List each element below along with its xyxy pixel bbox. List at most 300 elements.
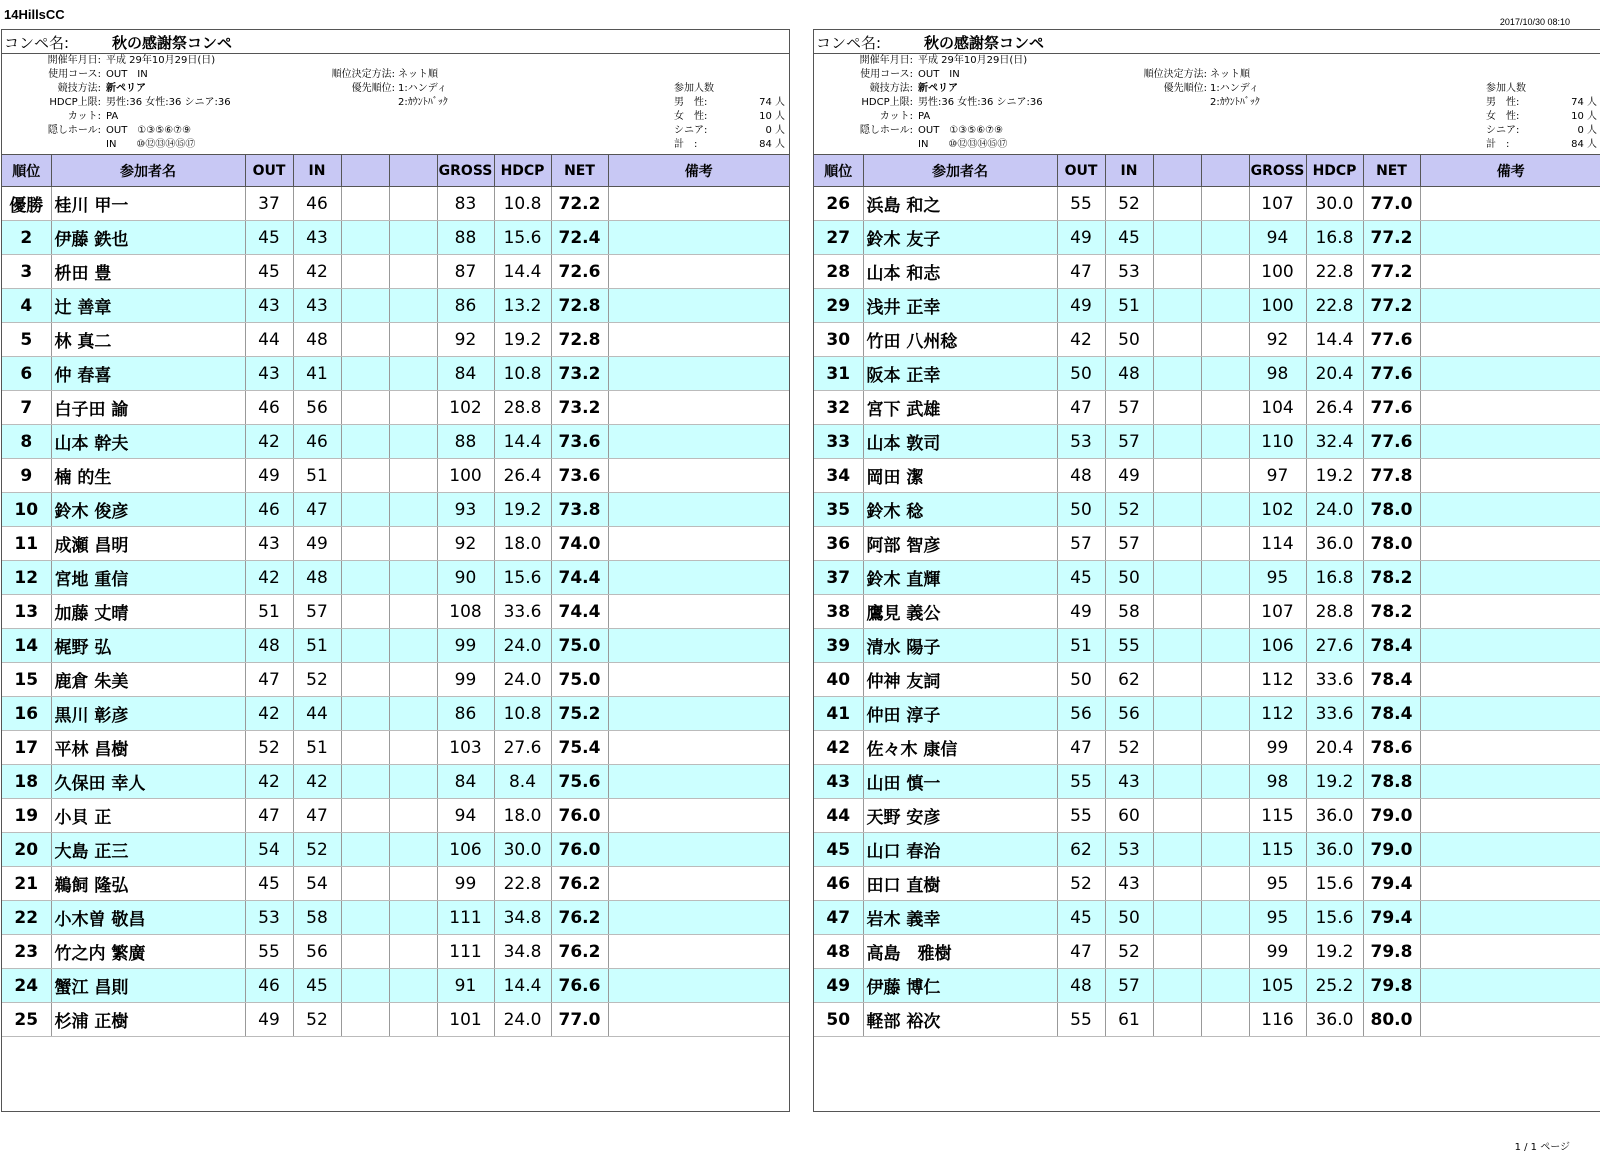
rank-cell: 17: [2, 731, 51, 765]
table-row: [814, 323, 1600, 357]
blank-cell: [1153, 969, 1201, 1003]
table-row: [814, 1003, 1600, 1037]
blank-cell: [1201, 459, 1249, 493]
course-value: OUT IN: [918, 69, 960, 80]
date-value: 平成 29年10月29日(日): [918, 55, 1028, 66]
rank-cell: 8: [2, 425, 51, 459]
blank-cell: [1153, 391, 1201, 425]
player-name-cell: 辻 善章: [51, 289, 245, 323]
in-score-cell: 53: [1105, 255, 1153, 289]
blank-cell: [1201, 221, 1249, 255]
in-score-cell: 48: [1105, 357, 1153, 391]
hidden-holes-out: OUT ①③⑤⑥⑦⑨: [106, 125, 192, 136]
gross-score-cell: 104: [1249, 391, 1306, 425]
hdcp-limit-value: 男性:36 女性:36 シニア:36: [106, 97, 231, 108]
table-row: [814, 799, 1600, 833]
out-score-cell: 57: [1057, 527, 1105, 561]
gross-score-cell: 116: [1249, 1003, 1306, 1037]
gross-score-cell: 108: [437, 595, 494, 629]
blank-cell: [1201, 493, 1249, 527]
blank-cell: [389, 731, 437, 765]
col-in: IN: [1105, 155, 1153, 187]
player-name-cell: 白子田 諭: [51, 391, 245, 425]
blank-cell: [1153, 697, 1201, 731]
remarks-cell: [1420, 561, 1600, 595]
table-row: [2, 357, 789, 391]
hdcp-cell: 36.0: [1306, 527, 1363, 561]
net-score-cell: 77.0: [551, 1003, 608, 1037]
rank-cell: 32: [814, 391, 863, 425]
gross-score-cell: 93: [437, 493, 494, 527]
net-score-cell: 76.0: [551, 799, 608, 833]
blank-cell: [1153, 833, 1201, 867]
remarks-cell: [1420, 697, 1600, 731]
competition-method-label: 競技方法:: [57, 83, 101, 94]
out-score-cell: 55: [1057, 187, 1105, 221]
remarks-cell: [1420, 289, 1600, 323]
date-label: 開催年月日:: [859, 55, 913, 66]
net-score-cell: 75.6: [551, 765, 608, 799]
table-row: [814, 595, 1600, 629]
net-score-cell: 79.4: [1363, 901, 1420, 935]
remarks-cell: [608, 969, 789, 1003]
blank-cell: [341, 527, 389, 561]
net-score-cell: 74.4: [551, 595, 608, 629]
out-score-cell: 42: [1057, 323, 1105, 357]
blank-cell: [341, 833, 389, 867]
remarks-cell: [608, 357, 789, 391]
remarks-cell: [1420, 833, 1600, 867]
female-count-value: 10 人: [759, 111, 785, 122]
blank-cell: [389, 357, 437, 391]
table-row: [814, 697, 1600, 731]
hdcp-cell: 15.6: [494, 221, 551, 255]
out-score-cell: 49: [245, 459, 293, 493]
hdcp-cell: 19.2: [1306, 765, 1363, 799]
blank-cell: [341, 391, 389, 425]
player-name-cell: 山本 幹夫: [51, 425, 245, 459]
rank-method-value: ネット順: [1210, 69, 1250, 80]
rank-method-label: 順位決定方法:: [331, 69, 395, 80]
blank-cell: [389, 187, 437, 221]
remarks-cell: [1420, 629, 1600, 663]
hdcp-cell: 10.8: [494, 357, 551, 391]
net-score-cell: 77.2: [1363, 221, 1420, 255]
rank-cell: 26: [814, 187, 863, 221]
blank-cell: [1201, 527, 1249, 561]
table-row: [814, 187, 1600, 221]
results-table: [2, 155, 789, 1037]
hdcp-cell: 20.4: [1306, 357, 1363, 391]
remarks-cell: [1420, 425, 1600, 459]
in-score-cell: 57: [1105, 969, 1153, 1003]
rank-cell: 5: [2, 323, 51, 357]
rank-cell: 18: [2, 765, 51, 799]
hdcp-cell: 14.4: [494, 255, 551, 289]
net-score-cell: 78.2: [1363, 561, 1420, 595]
blank-cell: [341, 289, 389, 323]
col-hdcp: HDCP: [494, 155, 551, 187]
competition-method-label: 競技方法:: [869, 83, 913, 94]
net-score-cell: 73.2: [551, 357, 608, 391]
senior-count-value: 0 人: [765, 125, 785, 136]
in-score-cell: 50: [1105, 901, 1153, 935]
remarks-cell: [1420, 357, 1600, 391]
table-row: [2, 969, 789, 1003]
cut-label: カット:: [879, 111, 913, 122]
gross-score-cell: 99: [1249, 731, 1306, 765]
blank-cell: [1153, 1003, 1201, 1037]
player-name-cell: 軽部 裕次: [863, 1003, 1057, 1037]
remarks-cell: [1420, 493, 1600, 527]
player-name-cell: 佐々木 康信: [863, 731, 1057, 765]
rank-cell: 47: [814, 901, 863, 935]
in-score-cell: 42: [293, 765, 341, 799]
in-score-cell: 43: [293, 221, 341, 255]
gross-score-cell: 103: [437, 731, 494, 765]
gross-score-cell: 92: [437, 527, 494, 561]
blank-cell: [1153, 765, 1201, 799]
blank-cell: [1201, 663, 1249, 697]
date-label: 開催年月日:: [47, 55, 101, 66]
hdcp-cell: 14.4: [1306, 323, 1363, 357]
player-name-cell: 浅井 正幸: [863, 289, 1057, 323]
blank-cell: [389, 765, 437, 799]
blank-cell: [1201, 731, 1249, 765]
male-count-label: 男 性:: [674, 97, 708, 108]
gross-score-cell: 110: [1249, 425, 1306, 459]
col-gross: GROSS: [437, 155, 494, 187]
blank-cell: [1153, 289, 1201, 323]
male-count-value: 74 人: [1571, 97, 1597, 108]
blank-cell: [341, 493, 389, 527]
competition-name-label: コンペ名:: [4, 34, 70, 52]
in-score-cell: 52: [1105, 187, 1153, 221]
remarks-cell: [1420, 663, 1600, 697]
gross-score-cell: 106: [1249, 629, 1306, 663]
out-score-cell: 47: [245, 663, 293, 697]
player-name-cell: 小木曽 敬昌: [51, 901, 245, 935]
out-score-cell: 45: [245, 867, 293, 901]
col-rank: 順位: [2, 155, 51, 187]
player-name-cell: 高島 雅樹: [863, 935, 1057, 969]
out-score-cell: 55: [245, 935, 293, 969]
out-score-cell: 48: [1057, 969, 1105, 1003]
rank-cell: 46: [814, 867, 863, 901]
in-score-cell: 53: [1105, 833, 1153, 867]
hidden-holes-out: OUT ①③⑤⑥⑦⑨: [918, 125, 1004, 136]
net-score-cell: 78.6: [1363, 731, 1420, 765]
in-score-cell: 51: [293, 629, 341, 663]
table-row: [2, 833, 789, 867]
hdcp-cell: 19.2: [1306, 459, 1363, 493]
blank-cell: [1153, 595, 1201, 629]
hdcp-cell: 24.0: [494, 629, 551, 663]
net-score-cell: 73.6: [551, 425, 608, 459]
hdcp-cell: 36.0: [1306, 1003, 1363, 1037]
priority-label: 優先順位:: [1163, 83, 1207, 94]
table-row: [814, 425, 1600, 459]
hdcp-cell: 33.6: [1306, 663, 1363, 697]
net-score-cell: 73.2: [551, 391, 608, 425]
gross-score-cell: 87: [437, 255, 494, 289]
blank-cell: [341, 1003, 389, 1037]
col-blank: [1201, 155, 1249, 187]
hdcp-cell: 22.8: [494, 867, 551, 901]
table-row: [814, 459, 1600, 493]
gross-score-cell: 99: [1249, 935, 1306, 969]
rank-cell: 48: [814, 935, 863, 969]
remarks-cell: [608, 765, 789, 799]
remarks-cell: [608, 697, 789, 731]
female-count-label: 女 性:: [1486, 111, 1520, 122]
total-count-value: 84 人: [1571, 139, 1597, 150]
player-name-cell: 杉浦 正樹: [51, 1003, 245, 1037]
player-name-cell: 鈴木 直輝: [863, 561, 1057, 595]
blank-cell: [341, 901, 389, 935]
gross-score-cell: 98: [1249, 765, 1306, 799]
table-row: [814, 527, 1600, 561]
club-name: 14HillsCC: [4, 7, 65, 22]
hdcp-cell: 33.6: [494, 595, 551, 629]
col-out: OUT: [245, 155, 293, 187]
player-name-cell: 岩木 義幸: [863, 901, 1057, 935]
in-score-cell: 52: [293, 1003, 341, 1037]
blank-cell: [1201, 255, 1249, 289]
hidden-holes-label: 隠しホール:: [47, 125, 101, 136]
blank-cell: [389, 867, 437, 901]
hdcp-cell: 14.4: [494, 425, 551, 459]
blank-cell: [1201, 595, 1249, 629]
table-row: [2, 391, 789, 425]
results-panel-left: [1, 29, 790, 1112]
in-score-cell: 43: [1105, 867, 1153, 901]
net-score-cell: 77.6: [1363, 323, 1420, 357]
blank-cell: [389, 289, 437, 323]
blank-cell: [1201, 697, 1249, 731]
net-score-cell: 79.0: [1363, 833, 1420, 867]
blank-cell: [1153, 663, 1201, 697]
out-score-cell: 55: [1057, 765, 1105, 799]
rank-cell: 29: [814, 289, 863, 323]
in-score-cell: 56: [293, 935, 341, 969]
out-score-cell: 54: [245, 833, 293, 867]
remarks-cell: [1420, 187, 1600, 221]
competition-title-bar: [2, 30, 789, 54]
hdcp-limit-value: 男性:36 女性:36 シニア:36: [918, 97, 1043, 108]
blank-cell: [1201, 935, 1249, 969]
table-row: [2, 323, 789, 357]
net-score-cell: 76.6: [551, 969, 608, 1003]
hdcp-cell: 13.2: [494, 289, 551, 323]
player-name-cell: 大島 正三: [51, 833, 245, 867]
table-row: [814, 391, 1600, 425]
player-name-cell: 加藤 丈晴: [51, 595, 245, 629]
player-name-cell: 宮地 重信: [51, 561, 245, 595]
col-player-name: 参加者名: [51, 155, 245, 187]
blank-cell: [341, 595, 389, 629]
remarks-cell: [1420, 527, 1600, 561]
player-name-cell: 鈴木 俊彦: [51, 493, 245, 527]
hdcp-cell: 27.6: [1306, 629, 1363, 663]
net-score-cell: 75.0: [551, 629, 608, 663]
blank-cell: [1153, 901, 1201, 935]
out-score-cell: 50: [1057, 493, 1105, 527]
senior-count-value: 0 人: [1577, 125, 1597, 136]
rank-cell: 9: [2, 459, 51, 493]
out-score-cell: 44: [245, 323, 293, 357]
out-score-cell: 49: [1057, 595, 1105, 629]
competition-title-bar: [814, 30, 1600, 54]
table-row: [814, 493, 1600, 527]
gross-score-cell: 88: [437, 221, 494, 255]
gross-score-cell: 99: [437, 629, 494, 663]
col-blank: [1153, 155, 1201, 187]
remarks-cell: [1420, 799, 1600, 833]
blank-cell: [341, 765, 389, 799]
remarks-cell: [608, 493, 789, 527]
out-score-cell: 47: [245, 799, 293, 833]
male-count-label: 男 性:: [1486, 97, 1520, 108]
blank-cell: [1153, 527, 1201, 561]
rank-cell: 16: [2, 697, 51, 731]
hdcp-cell: 22.8: [1306, 289, 1363, 323]
net-score-cell: 78.4: [1363, 697, 1420, 731]
player-name-cell: 鵜飼 隆弘: [51, 867, 245, 901]
results-panel-right: [813, 29, 1600, 1112]
blank-cell: [1201, 561, 1249, 595]
in-score-cell: 50: [1105, 561, 1153, 595]
player-name-cell: 蟹江 昌則: [51, 969, 245, 1003]
gross-score-cell: 92: [437, 323, 494, 357]
table-row: [814, 663, 1600, 697]
rank-cell: 13: [2, 595, 51, 629]
rank-cell: 33: [814, 425, 863, 459]
rank-method-label: 順位決定方法:: [1143, 69, 1207, 80]
net-score-cell: 72.8: [551, 323, 608, 357]
out-score-cell: 51: [245, 595, 293, 629]
rank-cell: 20: [2, 833, 51, 867]
col-gross: GROSS: [1249, 155, 1306, 187]
in-score-cell: 52: [293, 663, 341, 697]
in-score-cell: 51: [293, 731, 341, 765]
player-name-cell: 山本 和志: [863, 255, 1057, 289]
col-blank: [341, 155, 389, 187]
rank-cell: 2: [2, 221, 51, 255]
hdcp-cell: 24.0: [494, 663, 551, 697]
blank-cell: [1201, 629, 1249, 663]
net-score-cell: 75.2: [551, 697, 608, 731]
blank-cell: [1201, 833, 1249, 867]
hdcp-cell: 34.8: [494, 935, 551, 969]
in-score-cell: 48: [293, 323, 341, 357]
gross-score-cell: 105: [1249, 969, 1306, 1003]
player-name-cell: 鈴木 友子: [863, 221, 1057, 255]
blank-cell: [341, 867, 389, 901]
blank-cell: [341, 357, 389, 391]
hidden-holes-in: IN ⑩⑫⑬⑭⑮⑰: [106, 139, 196, 150]
table-row: [814, 731, 1600, 765]
in-score-cell: 43: [293, 289, 341, 323]
blank-cell: [1153, 629, 1201, 663]
player-name-cell: 黒川 彰彦: [51, 697, 245, 731]
table-row: [2, 901, 789, 935]
blank-cell: [341, 561, 389, 595]
remarks-cell: [1420, 221, 1600, 255]
player-name-cell: 仲田 淳子: [863, 697, 1057, 731]
remarks-cell: [608, 255, 789, 289]
rank-cell: 11: [2, 527, 51, 561]
out-score-cell: 43: [245, 357, 293, 391]
player-name-cell: 浜島 和之: [863, 187, 1057, 221]
net-score-cell: 78.4: [1363, 629, 1420, 663]
out-score-cell: 46: [245, 493, 293, 527]
in-score-cell: 51: [1105, 289, 1153, 323]
hdcp-cell: 19.2: [1306, 935, 1363, 969]
hdcp-cell: 16.8: [1306, 221, 1363, 255]
out-score-cell: 50: [1057, 663, 1105, 697]
rank-cell: 27: [814, 221, 863, 255]
net-score-cell: 77.0: [1363, 187, 1420, 221]
rank-cell: 3: [2, 255, 51, 289]
blank-cell: [389, 697, 437, 731]
out-score-cell: 56: [1057, 697, 1105, 731]
gross-score-cell: 91: [437, 969, 494, 1003]
out-score-cell: 47: [1057, 255, 1105, 289]
player-name-cell: 天野 安彦: [863, 799, 1057, 833]
blank-cell: [1153, 493, 1201, 527]
rank-cell: 49: [814, 969, 863, 1003]
blank-cell: [1201, 1003, 1249, 1037]
female-count-value: 10 人: [1571, 111, 1597, 122]
in-score-cell: 61: [1105, 1003, 1153, 1037]
player-name-cell: 伊藤 博仁: [863, 969, 1057, 1003]
net-score-cell: 77.2: [1363, 289, 1420, 323]
table-row: [2, 867, 789, 901]
in-score-cell: 43: [1105, 765, 1153, 799]
blank-cell: [341, 425, 389, 459]
out-score-cell: 52: [1057, 867, 1105, 901]
cut-value: PA: [918, 111, 931, 122]
gross-score-cell: 95: [1249, 561, 1306, 595]
gross-score-cell: 94: [1249, 221, 1306, 255]
competition-name: 秋の感謝祭コンペ: [924, 34, 1045, 52]
remarks-cell: [608, 391, 789, 425]
blank-cell: [389, 799, 437, 833]
blank-cell: [341, 663, 389, 697]
player-name-cell: 小貝 正: [51, 799, 245, 833]
hdcp-cell: 28.8: [1306, 595, 1363, 629]
gross-score-cell: 88: [437, 425, 494, 459]
out-score-cell: 48: [245, 629, 293, 663]
in-score-cell: 57: [1105, 391, 1153, 425]
net-score-cell: 78.0: [1363, 527, 1420, 561]
blank-cell: [389, 459, 437, 493]
remarks-cell: [608, 425, 789, 459]
senior-count-label: シニア:: [1486, 125, 1520, 136]
gross-score-cell: 83: [437, 187, 494, 221]
table-row: [2, 1003, 789, 1037]
net-score-cell: 74.4: [551, 561, 608, 595]
rank-cell: 39: [814, 629, 863, 663]
out-score-cell: 37: [245, 187, 293, 221]
blank-cell: [389, 255, 437, 289]
rank-cell: 41: [814, 697, 863, 731]
player-name-cell: 竹田 八州稔: [863, 323, 1057, 357]
remarks-cell: [1420, 731, 1600, 765]
out-score-cell: 42: [245, 561, 293, 595]
in-score-cell: 52: [1105, 935, 1153, 969]
